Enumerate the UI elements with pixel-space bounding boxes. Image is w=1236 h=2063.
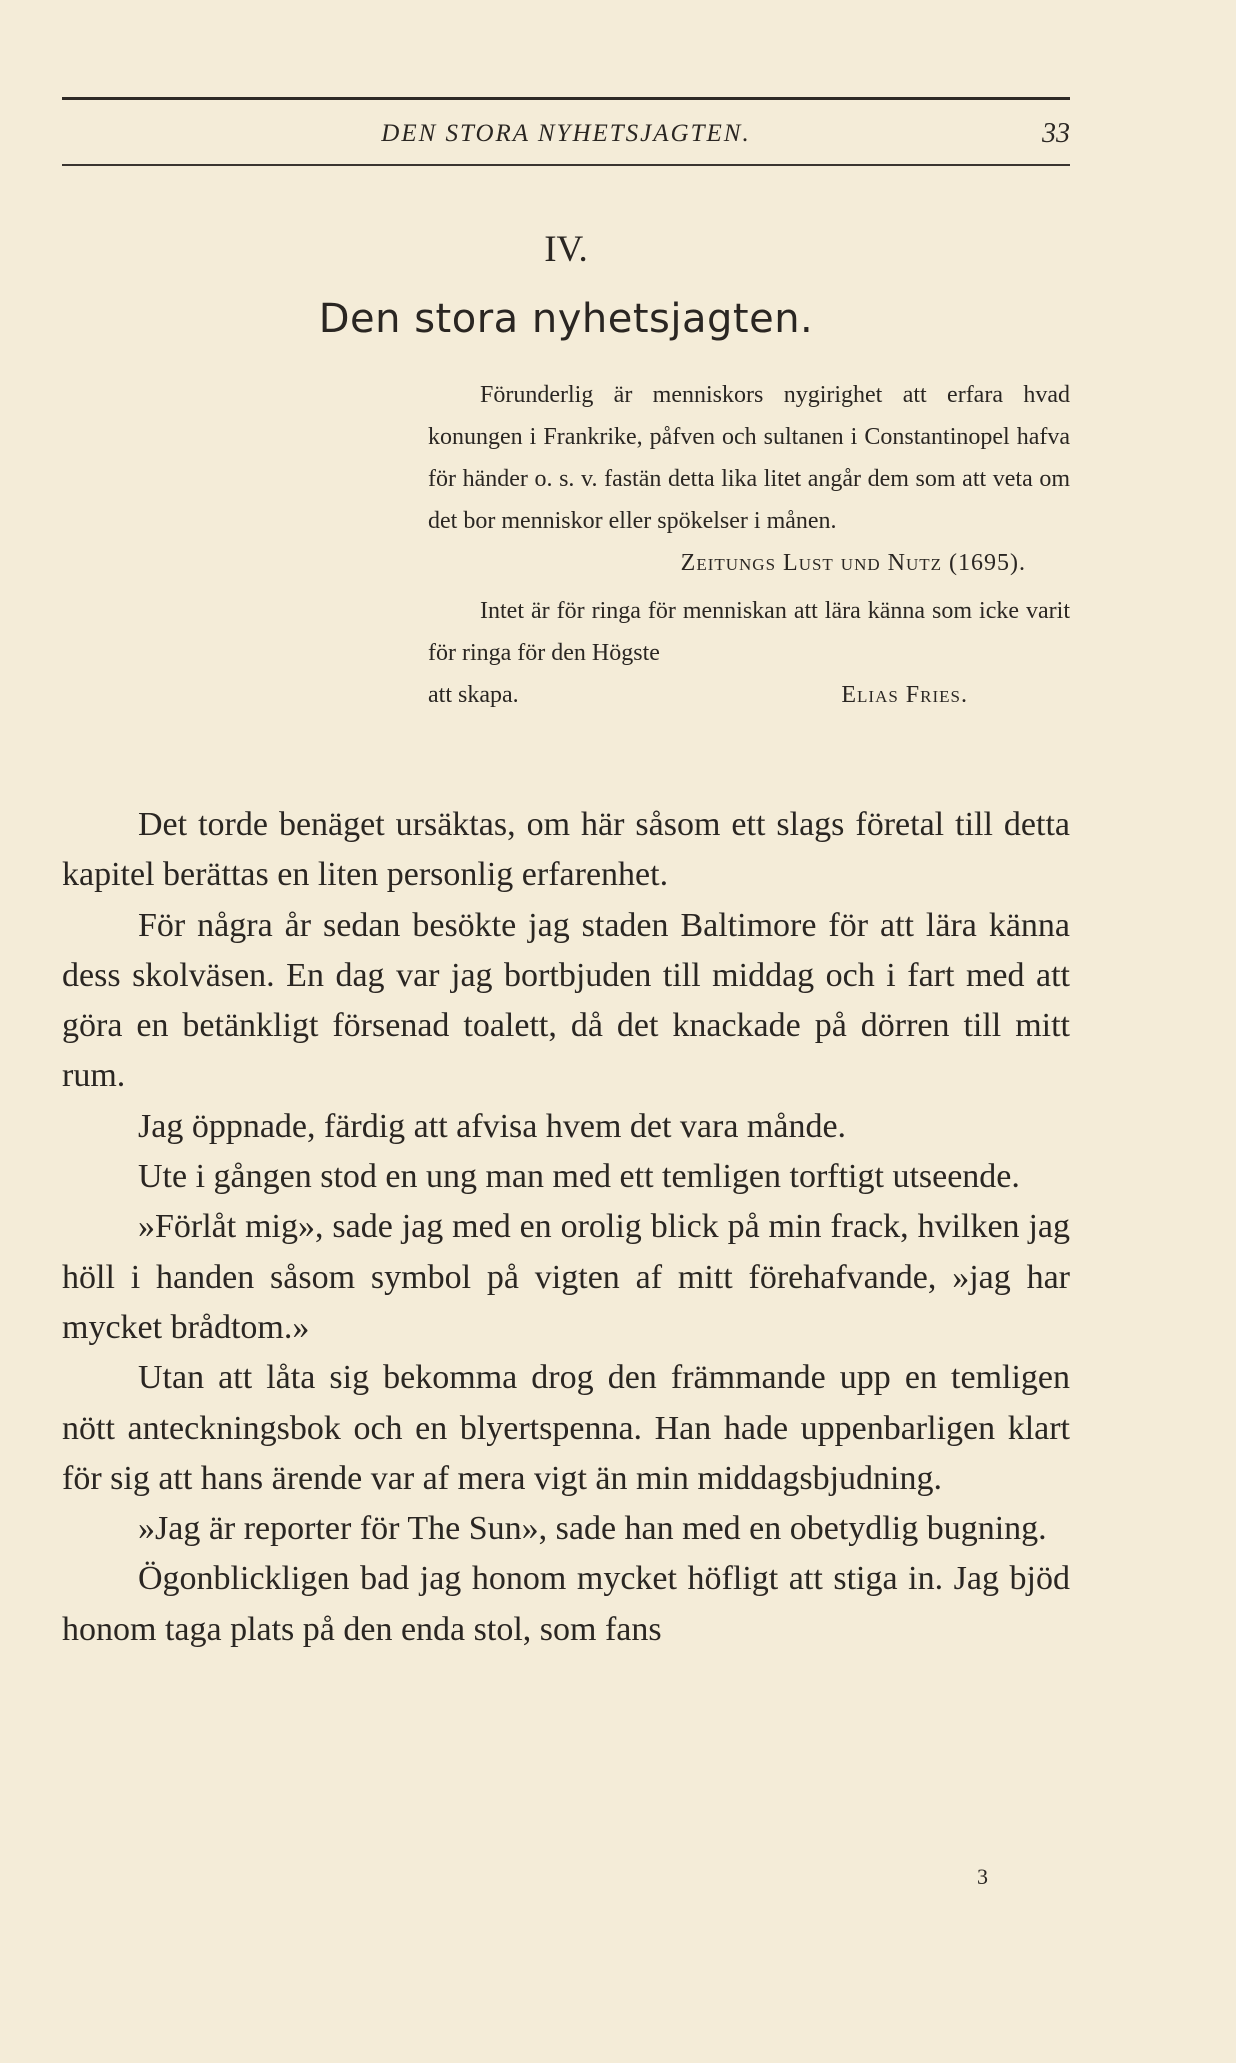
- page-number: 33: [1042, 118, 1070, 149]
- body-text: [62, 800, 1070, 1655]
- paragraph: Ute i gången stod en ung man med ett temligen torftigt utseende.: [138, 1158, 1020, 1196]
- paragraph: Jag öppnade, färdig att afvisa hvem det vara månde.: [138, 1107, 847, 1145]
- epigraph-two: [428, 590, 1070, 716]
- chapter-title: Den stora nyhetsjagten.: [318, 296, 814, 342]
- epigraph-source: Elias Fries.: [841, 682, 968, 708]
- epigraphs: [428, 374, 1070, 716]
- chapter-numeral: IV.: [544, 229, 588, 270]
- header-rule-bottom: [62, 164, 1070, 166]
- header-rule-top: [62, 97, 1070, 100]
- paragraph: Ögonblickligen bad jag honom mycket höfligt att stiga in. Jag bjöd honom taga plats på den enda stol, som fans: [62, 1560, 1070, 1648]
- signature-mark: 3: [977, 1864, 988, 1889]
- epigraph-text: Förunderlig är menniskors nygirighet att erfara hvad konungen i Frankrike, påfven och sultanen i Constantinopel hafva för händer o. s. v. fastän detta lika litet angår dem som att veta om det bor menniskor eller spökelser i månen.: [428, 382, 1070, 534]
- paragraph: Det torde benäget ursäktas, om här såsom ett slags företal till detta kapitel berättas en liten personlig erfarenhet.: [62, 806, 1070, 894]
- epigraph-text: Intet är för ringa för menniskan att lära känna som icke varit för ringa för den Högste: [428, 598, 1070, 666]
- paragraph: För några år sedan besökte jag staden Baltimore för att lära känna dess skolväsen. En dag var jag bortbjuden till middag och i fart med att göra en betänkligt försenad toalett, då det knackade på dörren till mitt rum.: [62, 906, 1070, 1095]
- paragraph: Utan att låta sig bekomma drog den främmande upp en temligen nött anteckningsbok och en blyertspenna. Han hade uppenbarligen klart för sig att hans ärende var af mera vigt än min middagsbjudning.: [62, 1359, 1070, 1497]
- paragraph: »Jag är reporter för The Sun», sade han med en obetydlig bugning.: [138, 1510, 1047, 1548]
- epigraph-last-words: att skapa.: [428, 682, 519, 708]
- running-head: [62, 116, 1070, 152]
- epigraph-last-line: [428, 674, 1070, 716]
- running-title: DEN STORA NYHETSJAGTEN.: [381, 120, 751, 147]
- epigraph-source: Zeitungs Lust und Nutz (1695).: [680, 550, 1026, 576]
- page-content: [62, 0, 1070, 2063]
- paragraph: »Förlåt mig», sade jag med en orolig blick på min frack, hvilken jag höll i handen såsom symbol på vigten af mitt förehafvande, »jag har mycket brådtom.»: [62, 1208, 1070, 1346]
